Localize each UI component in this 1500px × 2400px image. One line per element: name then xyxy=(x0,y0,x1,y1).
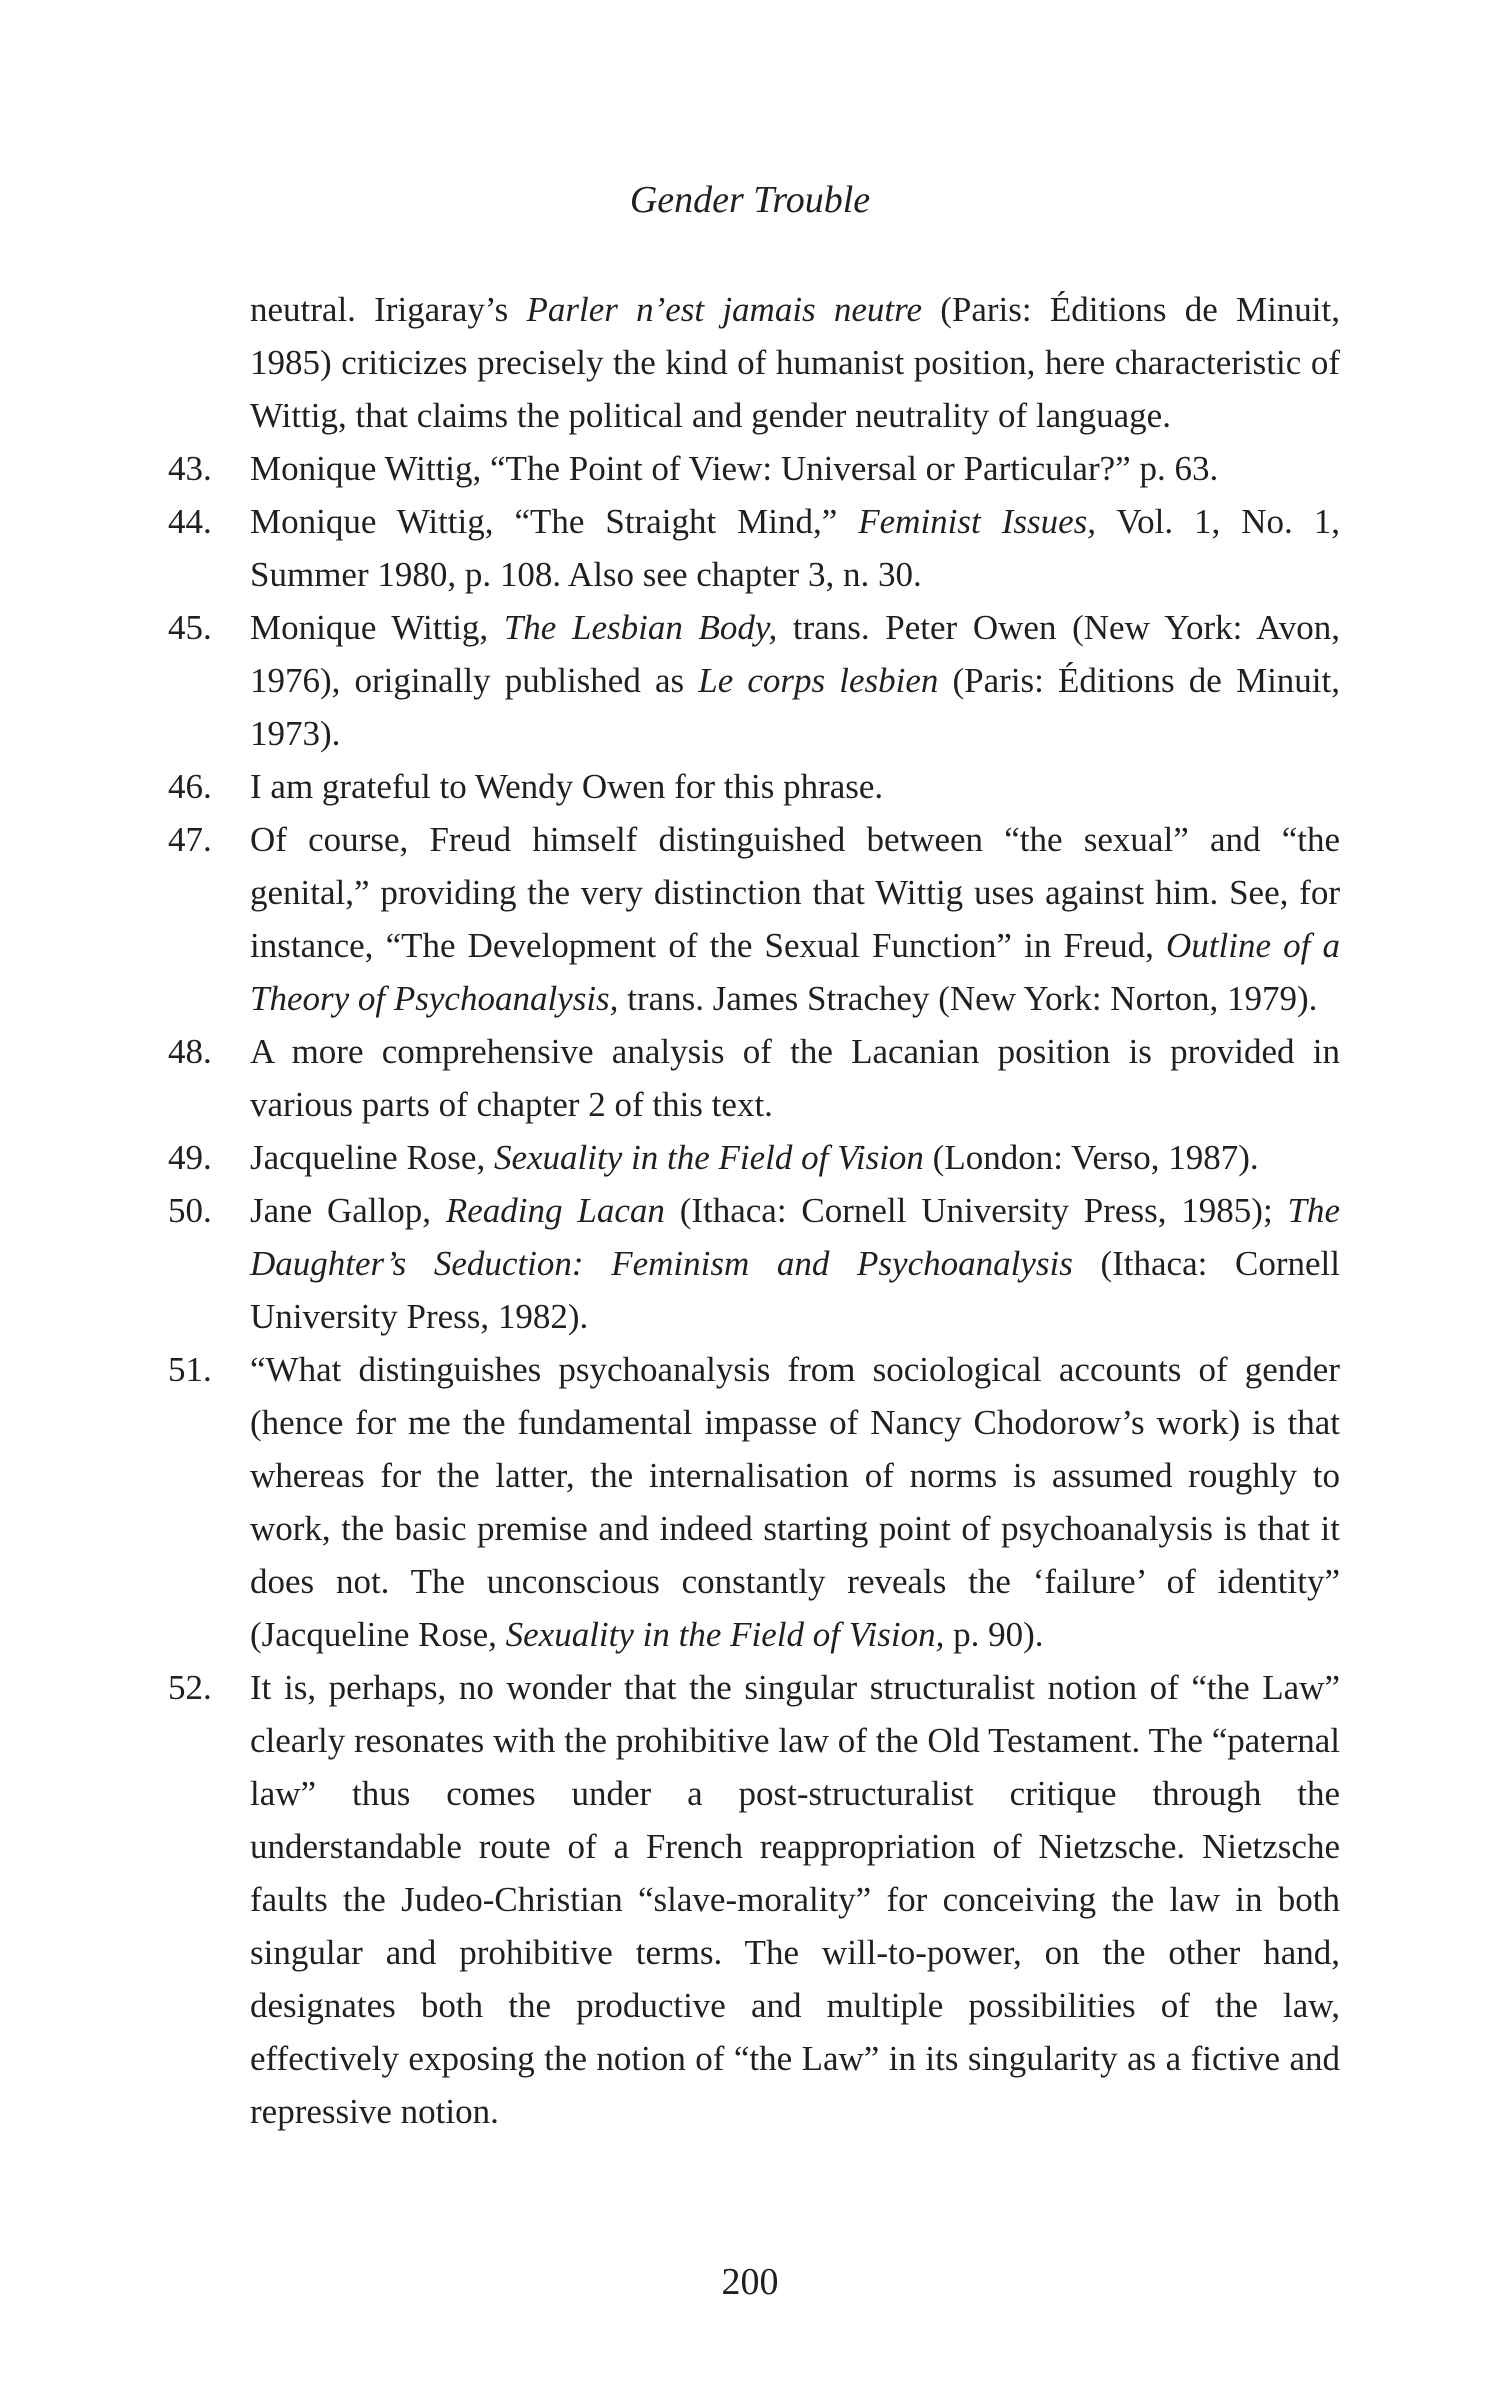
endnotes xyxy=(0,283,1500,2138)
note-number: 48. xyxy=(168,1032,212,1071)
note-text: Vol. 1, No. 1, Summer 1980, p. 108. Also see chapter 3, n. 30. xyxy=(250,502,1340,594)
note-text: Monique Wittig, xyxy=(250,608,504,647)
note-text: It is, perhaps, no wonder that the singular structuralist notion of “the Law” clearly resonates with the prohibitive law of the Old Testament. The “paternal law” thus comes under a post-structuralist critique through the understandable route of a French reappropriation of Nietzsche. Nietzsche faults the Judeo-Christian “slave-morality” for conceiving the law in both singular and prohibitive terms. The will-to-power, on the other hand, designates both the productive and multiple possibilities of the law, effectively exposing the notion of “the Law” in its singularity as a fictive and repressive notion. xyxy=(250,1668,1340,2131)
italic-title: Sexuality in the Field of Vision xyxy=(493,1138,924,1177)
note-text: Jacqueline Rose, xyxy=(250,1138,494,1177)
note-text: (Ithaca: Cornell University Press, 1985); xyxy=(664,1191,1288,1230)
notes-list xyxy=(0,442,1500,2138)
endnote xyxy=(0,1343,1500,1661)
note-text: Monique Wittig, “The Point of View: Universal or Particular?” p. 63. xyxy=(250,449,1219,488)
endnote xyxy=(0,495,1500,601)
note-number: 46. xyxy=(168,767,212,806)
note-number: 44. xyxy=(168,502,212,541)
italic-title: The Daughter’s Seduction: Feminism and Psychoanalysis xyxy=(250,1191,1341,1283)
note-text: Jane Gallop, xyxy=(250,1191,446,1230)
endnote xyxy=(0,601,1500,760)
note-text: p. 90). xyxy=(944,1615,1044,1654)
note-text: trans. Peter Owen (New York: Avon, 1976), originally published as xyxy=(250,608,1340,700)
note-text: Of course, Freud himself distinguished between “the sexual” and “the genital,” providing the very distinction that Wittig uses against him. See, for instance, “The Development of the Sexual Function” in Freud, xyxy=(250,820,1340,965)
note-number: 47. xyxy=(168,820,212,859)
endnote xyxy=(0,1025,1500,1131)
note-text: I am grateful to Wendy Owen for this phrase. xyxy=(250,767,884,806)
note-number: 50. xyxy=(168,1191,212,1230)
endnote xyxy=(0,813,1500,1025)
note-continuation xyxy=(0,283,1500,442)
note-number: 52. xyxy=(168,1668,212,1707)
note-text: (Ithaca: Cornell University Press, 1982). xyxy=(250,1244,1340,1336)
note-number: 43. xyxy=(168,449,212,488)
endnote xyxy=(0,760,1500,813)
note-text: (Paris: Éditions de Minuit, 1985) criticizes precisely the kind of humanist position, here characteristic of Wittig, that claims the political and gender neutrality of language. xyxy=(250,290,1340,435)
note-number: 45. xyxy=(168,608,212,647)
note-number: 49. xyxy=(168,1138,212,1177)
italic-title: Le corps lesbien xyxy=(698,661,939,700)
note-text: Monique Wittig, “The Straight Mind,” xyxy=(250,502,859,541)
note-text: trans. James Strachey (New York: Norton, 1979). xyxy=(618,979,1318,1018)
running-head: Gender Trouble xyxy=(629,179,871,221)
note-text: (Paris: Éditions de Minuit, 1973). xyxy=(250,661,1340,753)
endnote xyxy=(0,1184,1500,1343)
italic-title: Sexuality in the Field of Vision, xyxy=(505,1615,945,1654)
page-number: 200 xyxy=(721,2261,779,2303)
italic-title: Parler n’est jamais neutre xyxy=(526,290,922,329)
italic-title: Outline of a Theory of Psychoanalysis, xyxy=(250,926,1340,1018)
note-text: (London: Verso, 1987). xyxy=(923,1138,1259,1177)
italic-title: Feminist Issues, xyxy=(858,502,1096,541)
note-text: “What distinguishes psychoanalysis from sociological accounts of gender (hence for me the fundamental impasse of Nancy Chodorow’s work) is that whereas for the latter, the internalisation of norms is assumed roughly to work, the basic premise and indeed starting point of psychoanalysis is that it does not. The unconscious constantly reveals the ‘failure’ of identity” (Jacqueline Rose, xyxy=(250,1350,1340,1654)
endnote xyxy=(0,1131,1500,1184)
italic-title: The Lesbian Body, xyxy=(503,608,778,647)
note-number: 51. xyxy=(168,1350,212,1389)
italic-title: Reading Lacan xyxy=(445,1191,665,1230)
endnote xyxy=(0,442,1500,495)
note-text: A more comprehensive analysis of the Lacanian position is provided in various parts of chapter 2 of this text. xyxy=(250,1032,1340,1124)
endnote xyxy=(0,1661,1500,2138)
note-text: neutral. Irigaray’s xyxy=(250,290,527,329)
